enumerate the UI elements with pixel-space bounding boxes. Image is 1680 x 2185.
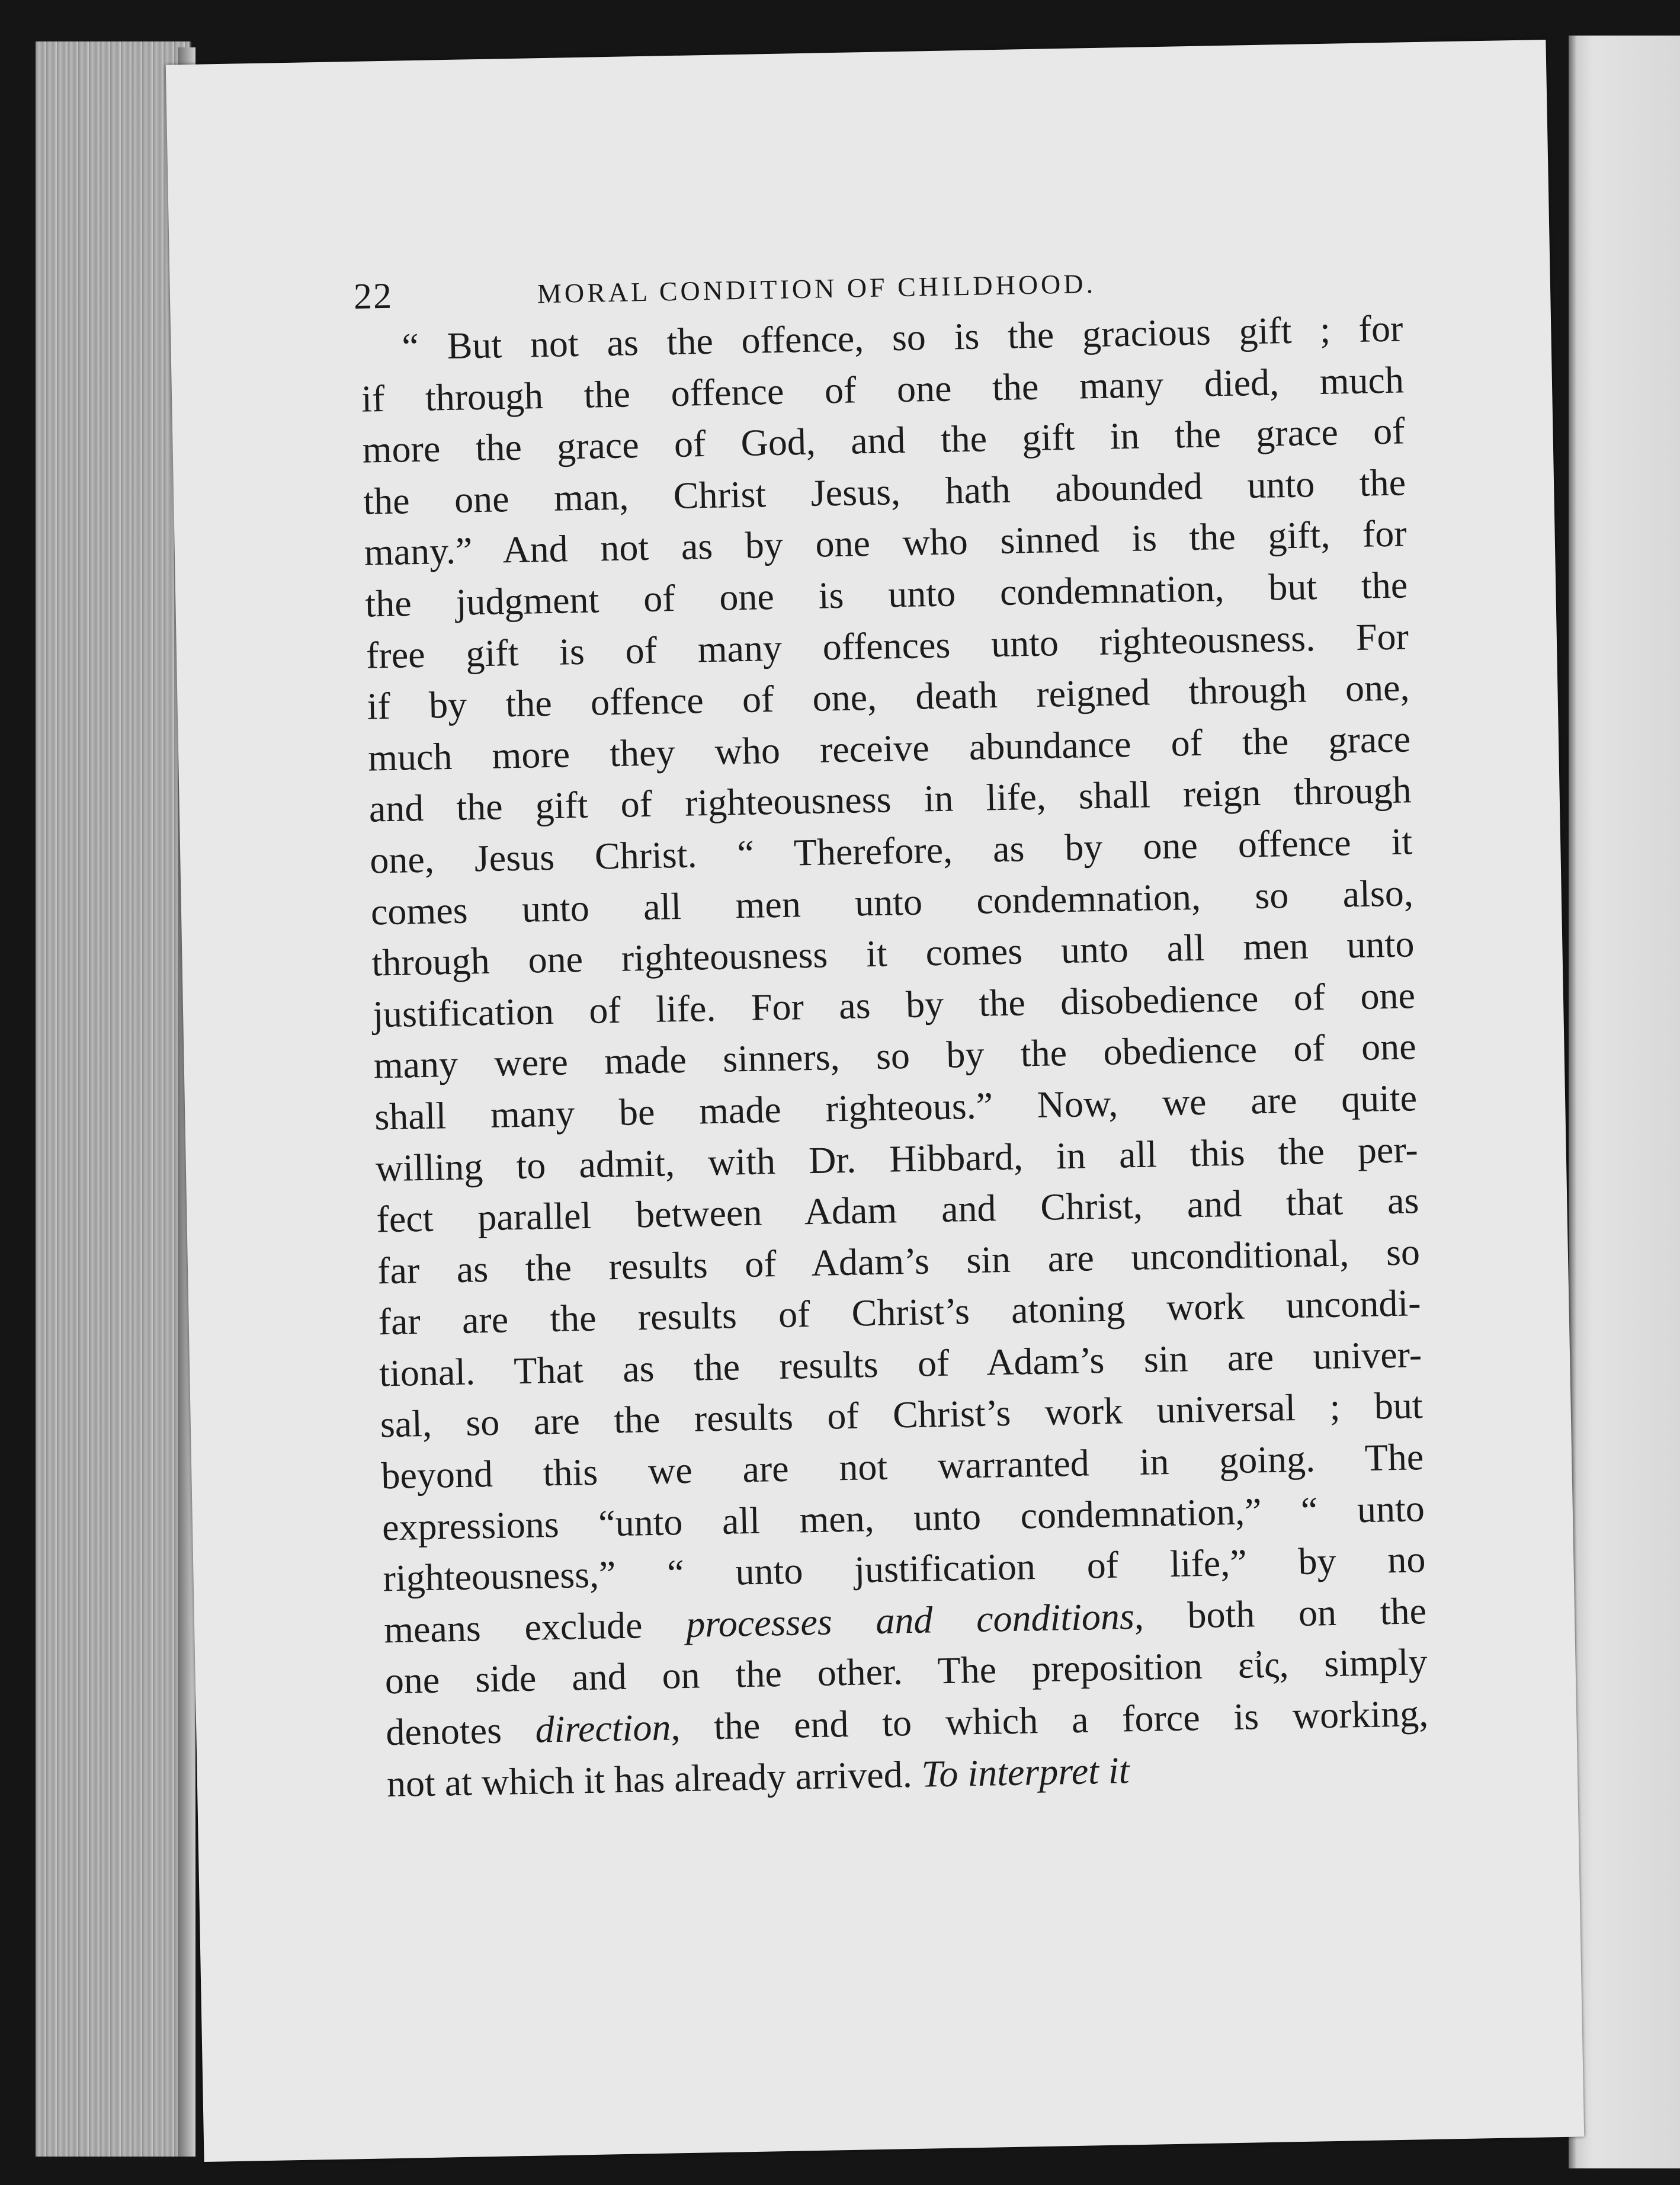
text-line: fect parallel between Adam and Christ, and that as bbox=[376, 1179, 1419, 1241]
running-head-title: MORAL CONDITION OF CHILDHOOD. bbox=[537, 268, 1097, 309]
text-line: expressions “unto all men, unto condemnation,” “ unto bbox=[381, 1486, 1425, 1549]
text-line: shall many be made righteous.” Now, we are quite bbox=[374, 1077, 1418, 1138]
page-number: 22 bbox=[353, 275, 393, 317]
text-line: and the gift of righteousness in life, shall reign through bbox=[368, 768, 1412, 830]
text-run: righteousness,” “ unto justification of life,” by no bbox=[382, 1538, 1426, 1600]
text-run: not at which it has already arrived. bbox=[386, 1753, 922, 1805]
text-line: many were made sinners, so by the obedience of one bbox=[373, 1025, 1417, 1087]
text-run: , the end to which a force is working, bbox=[670, 1692, 1429, 1748]
italic-text-run: To interpret it bbox=[921, 1748, 1130, 1795]
text-line: if through the offence of one the many died, much bbox=[361, 358, 1405, 420]
text-line: the judgment of one is unto condemnation, but the bbox=[364, 563, 1408, 625]
body-text bbox=[360, 303, 1430, 1809]
text-line: “ But not as the offence, so is the gracious gift ; for bbox=[401, 307, 1403, 368]
text-line: one side and on the other. The preposition εἰς, simply bbox=[384, 1641, 1428, 1702]
book-page bbox=[166, 40, 1584, 2162]
book-page-edges bbox=[36, 41, 191, 2157]
text-line: more the grace of God, and the gift in the grace of bbox=[362, 409, 1406, 471]
text-run: , both on the bbox=[1134, 1589, 1427, 1637]
text-line: one, Jesus Christ. “ Therefore, as by one offence it bbox=[369, 820, 1413, 882]
text-line: free gift is of many offences unto righteousness. For bbox=[366, 614, 1409, 677]
text-line: much more they who receive abundance of the grace bbox=[367, 717, 1411, 779]
text-line: willing to admit, with Dr. Hibbard, in all this the per- bbox=[375, 1127, 1419, 1189]
text-run: denotes bbox=[385, 1708, 536, 1754]
text-line: far are the results of Christ’s atoning work uncondi- bbox=[378, 1281, 1422, 1343]
text-line: far as the results of Adam’s sin are unconditional, so bbox=[377, 1230, 1421, 1292]
text-line: justification of life. For as by the disobedience of one bbox=[372, 973, 1416, 1036]
text-line: tional. That as the results of Adam’s sin are univer- bbox=[379, 1333, 1422, 1395]
text-line: through one righteousness it comes unto all men unto bbox=[371, 922, 1415, 984]
text-line: the one man, Christ Jesus, hath abounded unto the bbox=[363, 461, 1406, 523]
text-line: if by the offence of one, death reigned through one, bbox=[367, 666, 1410, 728]
facing-page-edge bbox=[1569, 36, 1680, 2168]
italic-text-run: processes and conditions bbox=[685, 1594, 1135, 1645]
text-run: means exclude bbox=[383, 1603, 687, 1651]
text-line: comes unto all men unto condemnation, so also, bbox=[370, 871, 1414, 933]
italic-text-run: direction bbox=[535, 1706, 671, 1751]
text-line: many.” And not as by one who sinned is the gift, for bbox=[364, 512, 1408, 574]
text-line: sal, so are the results of Christ’s work universal ; but bbox=[380, 1384, 1423, 1446]
text-line: beyond this we are not warranted in going. The bbox=[380, 1436, 1424, 1497]
